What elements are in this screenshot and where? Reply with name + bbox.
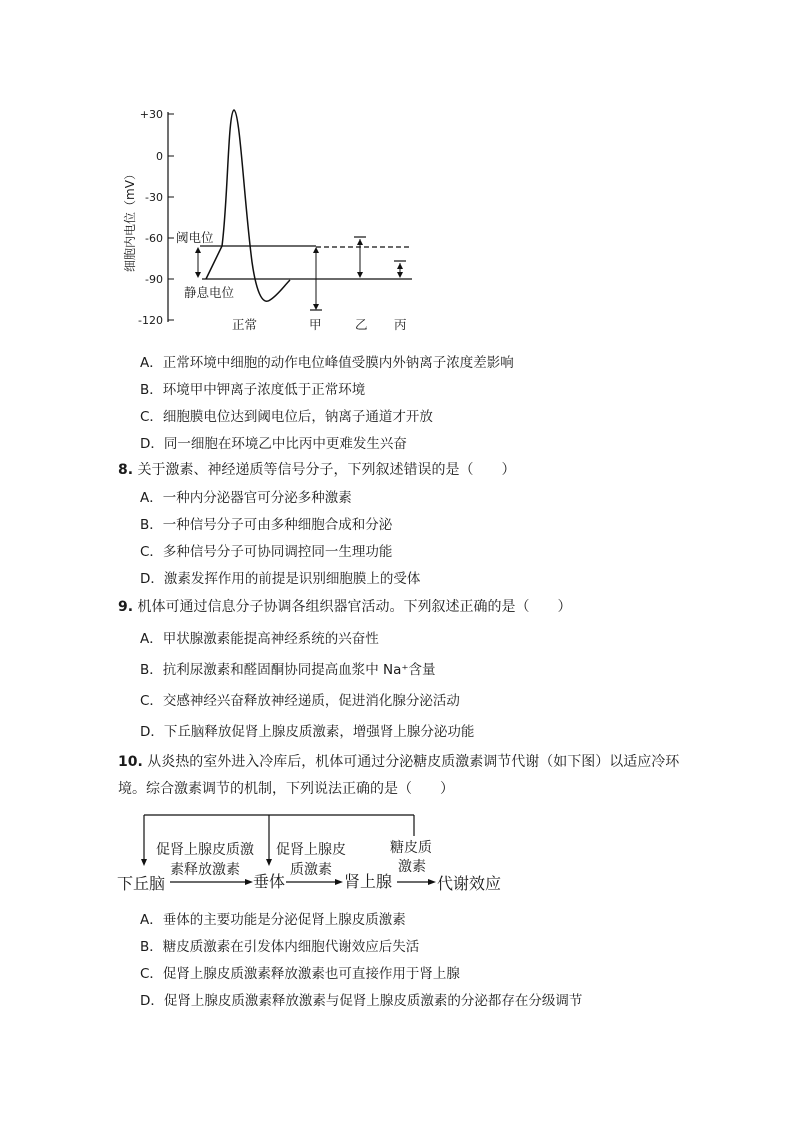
arrow-head <box>357 272 363 278</box>
q9-stem-text: 机体可通过信息分子协调各组织器官活动。下列叙述正确的是（ ） <box>137 599 572 615</box>
q7-option-d: D．同一细胞在环境乙中比丙中更难发生兴奋 <box>140 436 407 452</box>
arrow-head <box>335 879 343 885</box>
crh-label-2: 素释放激素 <box>170 862 240 878</box>
q9-option-b: B．抗利尿激素和醛固酮协同提高血浆中 Na⁺含量 <box>140 662 436 678</box>
q7-option-c: C．细胞膜电位达到阈电位后，钠离子通道才开放 <box>140 409 433 425</box>
hormone-flow-diagram <box>112 808 532 898</box>
q10-option-d: D．促肾上腺皮质激素释放激素与促肾上腺皮质激素的分泌都存在分级调节 <box>140 993 583 1009</box>
x-label-normal: 正常 <box>232 317 258 332</box>
gc-label-2: 激素 <box>398 859 426 875</box>
crh-label-1: 促肾上腺皮质激 <box>156 842 254 858</box>
threshold-label: 阈电位 <box>176 230 214 245</box>
q10-stem-line1 <box>118 751 679 771</box>
q8-option-a: A．一种内分泌器官可分泌多种激素 <box>140 490 352 506</box>
y-tick-label: -90 <box>145 273 163 286</box>
q9-option-d: D．下丘脑释放促肾上腺皮质激素，增强肾上腺分泌功能 <box>140 724 475 740</box>
q10-number: 10. <box>118 754 143 770</box>
q10-stem-text-1: 从炎热的室外进入冷库后，机体可通过分泌糖皮质激素调节代谢（如下图）以适应冷环 <box>147 754 680 770</box>
membrane-potential-figure <box>110 100 440 335</box>
node-hypothalamus: 下丘脑 <box>117 874 166 893</box>
x-label-jia: 甲 <box>309 317 322 332</box>
arrow-head <box>266 859 272 866</box>
y-tick-label: -30 <box>145 191 163 204</box>
y-tick-label: -60 <box>145 232 163 245</box>
q9-option-c: C．交感神经兴奋释放神经递质，促进消化腺分泌活动 <box>140 693 460 709</box>
node-pituitary: 垂体 <box>253 872 286 891</box>
q8-option-c: C．多种信号分子可协同调控同一生理功能 <box>140 544 393 560</box>
q10-option-a: A．垂体的主要功能是分泌促肾上腺皮质激素 <box>140 912 406 928</box>
arrow-head <box>313 247 319 253</box>
q10-option-b: B．糖皮质激素在引发体内细胞代谢效应后失活 <box>140 939 420 955</box>
node-metabolic-effect: 代谢效应 <box>437 874 502 893</box>
arrow-head <box>141 859 147 866</box>
q10-option-c: C．促肾上腺皮质激素释放激素也可直接作用于肾上腺 <box>140 966 460 982</box>
y-tick-label: 0 <box>156 150 163 163</box>
resting-label: 静息电位 <box>184 285 235 300</box>
y-axis-label: 细胞内电位（mV） <box>123 168 137 272</box>
arrow-head <box>397 272 403 278</box>
action-potential-curve <box>206 110 290 301</box>
q8-number: 8. <box>118 462 134 478</box>
arrow-head <box>313 304 319 310</box>
q8-option-d: D．激素发挥作用的前提是识别细胞膜上的受体 <box>140 571 421 587</box>
q10-stem-line2: 境。综合激素调节的机制，下列说法正确的是（ ） <box>118 781 454 797</box>
q9-number: 9. <box>118 599 134 615</box>
node-adrenal: 肾上腺 <box>344 872 393 891</box>
acth-label-1: 促肾上腺皮 <box>276 842 346 858</box>
q8-stem <box>118 459 516 479</box>
x-label-yi: 乙 <box>355 317 368 332</box>
arrow-head <box>195 247 201 253</box>
q8-option-b: B．一种信号分子可由多种细胞合成和分泌 <box>140 517 393 533</box>
q8-stem-text: 关于激素、神经递质等信号分子，下列叙述错误的是（ ） <box>137 462 516 478</box>
arrow-head <box>245 879 253 885</box>
q7-option-b: B．环境甲中钾离子浓度低于正常环境 <box>140 382 366 398</box>
arrow-head <box>195 272 201 278</box>
q9-option-a: A．甲状腺激素能提高神经系统的兴奋性 <box>140 631 379 647</box>
arrow-head <box>397 263 403 269</box>
y-tick-label: +30 <box>139 108 163 121</box>
q7-option-a: A．正常环境中细胞的动作电位峰值受膜内外钠离子浓度差影响 <box>140 355 514 371</box>
arrow-head <box>428 879 436 885</box>
q9-stem <box>118 596 572 616</box>
x-label-bing: 丙 <box>394 317 407 332</box>
y-tick-label: -120 <box>138 314 163 327</box>
arrow-head <box>357 239 363 245</box>
acth-label-2: 质激素 <box>290 862 332 878</box>
gc-label-1: 糖皮质 <box>390 840 432 856</box>
